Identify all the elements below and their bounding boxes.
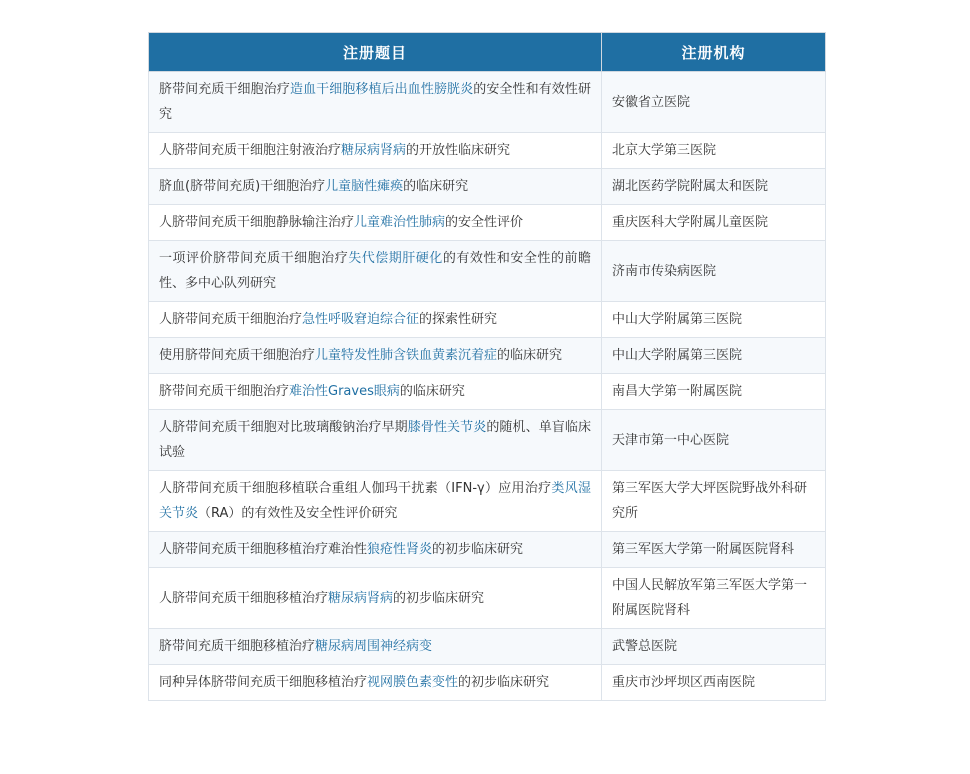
institution-cell: 第三军医大学大坪医院野战外科研究所 [602,471,826,532]
table-body [149,72,826,701]
institution-cell: 湖北医药学院附属太和医院 [602,169,826,205]
disease-highlight: 儿童难治性肺病 [354,215,446,230]
institution-cell: 济南市传染病医院 [602,241,826,302]
disease-highlight: 儿童脑性瘫痪 [325,179,404,194]
institution-cell: 安徽省立医院 [602,72,826,133]
title-text: 使用脐带间充质干细胞治疗 [159,348,316,363]
table-row [149,205,826,241]
title-text: 一项评价脐带间充质干细胞治疗 [159,251,349,266]
title-text: 脐血(脐带间充质)干细胞治疗 [159,179,326,194]
table-row [149,665,826,701]
disease-highlight: 糖尿病肾病 [328,590,394,606]
institution-cell: 第三军医大学第一附属医院肾科 [602,532,826,568]
disease-highlight: 视网膜色素变性 [367,675,459,690]
table-row [149,133,826,169]
institution-cell: 重庆市沙坪坝区西南医院 [602,665,826,701]
study-title-cell [149,629,602,665]
title-text: 人脐带间充质干细胞对比玻璃酸钠治疗早期 [159,420,408,435]
title-text: 同种异体脐带间充质干细胞移植治疗 [159,675,368,690]
header-title: 注册题目 [149,33,602,72]
disease-highlight: 造血干细胞移植后出血性膀胱炎 [289,82,474,97]
title-text: 的初步临床研究 [393,590,485,606]
institution-cell: 中山大学附属第三医院 [602,302,826,338]
study-title-cell [149,205,602,241]
study-title-cell [149,338,602,374]
study-title-cell [149,133,602,169]
title-text: 人脐带间充质干细胞注射液治疗 [159,143,342,158]
study-title-cell [149,665,602,701]
title-text: 人脐带间充质干细胞移植治疗 [159,590,329,606]
study-title-cell [149,72,602,133]
study-title-cell [149,374,602,410]
table-header-row [149,33,826,72]
title-text: 人脐带间充质干细胞治疗 [159,312,303,327]
title-text: 人脐带间充质干细胞静脉输注治疗 [159,215,355,230]
institution-cell: 中国人民解放军第三军医大学第一附属医院肾科 [602,568,826,629]
title-text: 人脐带间充质干细胞移植联合重组人伽玛干扰素（IFN-γ）应用治疗 [159,481,552,496]
disease-highlight: 狼疮性肾炎 [367,542,433,557]
table-row [149,629,826,665]
title-text: 的安全性评价 [445,215,524,230]
study-title-cell [149,471,602,532]
study-title-cell [149,241,602,302]
disease-highlight: 失代偿期肝硬化 [348,251,443,266]
table-row [149,471,826,532]
disease-highlight: 膝骨性关节炎 [407,420,487,435]
registration-table [148,32,826,701]
title-text: 的临床研究 [497,348,563,363]
disease-highlight: 儿童特发性肺含铁血黄素沉着症 [315,348,498,363]
table-row [149,302,826,338]
disease-highlight: 糖尿病肾病 [341,143,407,158]
study-title-cell [149,302,602,338]
institution-cell: 武警总医院 [602,629,826,665]
study-title-cell [149,532,602,568]
title-text: 脐带间充质干细胞治疗 [159,384,290,399]
title-text: 的临床研究 [403,179,469,194]
study-title-cell [149,169,602,205]
title-text: 的有效性和安全性的前瞻性、多中心队列研究 [159,251,591,291]
title-text: 的探索性研究 [419,312,498,327]
institution-cell: 南昌大学第一附属医院 [602,374,826,410]
table-row [149,338,826,374]
title-text: 的临床研究 [399,384,465,399]
disease-highlight: 难治性Graves眼病 [289,384,400,399]
title-text: 的安全性和有效性研究 [159,82,591,122]
study-title-cell [149,568,602,629]
title-text: 脐带间充质干细胞移植治疗 [159,639,316,654]
table-row [149,568,826,629]
title-text: 脐带间充质干细胞治疗 [159,82,290,97]
header-institution: 注册机构 [602,33,826,72]
study-title-cell [149,410,602,471]
title-text: （RA）的有效性及安全性评价研究 [198,506,398,521]
title-text: 的开放性临床研究 [406,143,511,158]
table-row [149,532,826,568]
institution-cell: 重庆医科大学附属儿童医院 [602,205,826,241]
title-text: 的初步临床研究 [432,542,524,557]
disease-highlight: 急性呼吸窘迫综合征 [302,312,420,327]
table-row [149,72,826,133]
registration-table-container [148,32,825,701]
disease-highlight: 糖尿病周围神经病变 [315,639,433,654]
table-row [149,374,826,410]
institution-cell: 天津市第一中心医院 [602,410,826,471]
title-text: 的初步临床研究 [458,675,550,690]
table-row [149,410,826,471]
disease-highlight: 类风湿关节炎 [159,481,591,521]
institution-cell: 北京大学第三医院 [602,133,826,169]
title-text: 的随机、单盲临床试验 [159,420,591,460]
table-row [149,169,826,205]
table-row [149,241,826,302]
institution-cell: 中山大学附属第三医院 [602,338,826,374]
title-text: 人脐带间充质干细胞移植治疗难治性 [159,542,368,557]
